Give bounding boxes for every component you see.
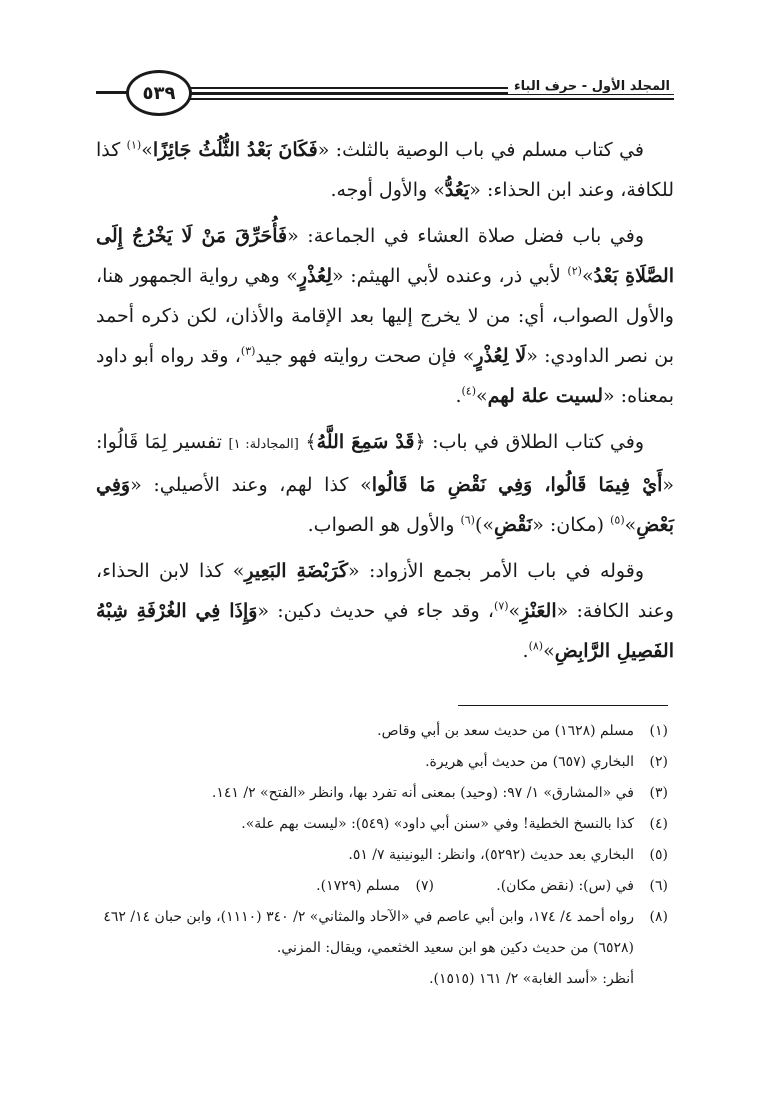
hadith-quote: كَرَبْضَةِ البَعِيرِ	[244, 560, 349, 582]
text-run: (مكان: «	[532, 514, 605, 536]
hadith-quote: وَفِي بَعْضِ	[96, 474, 674, 536]
footnote-text: مسلم (١٦٢٨) من حديث سعد بن أبي وقاص.	[377, 723, 634, 739]
footnote-1	[78, 716, 668, 747]
footnote-ref[interactable]: (٦)	[460, 513, 475, 527]
header-rule	[180, 98, 674, 100]
text-run: »	[508, 600, 521, 622]
text-run: كذا للكافة، وعند ابن الحذاء: «	[96, 139, 674, 201]
footnote-5	[78, 840, 668, 871]
footnote-text: في «المشارق» ١/ ٩٧: (وحيد) بمعنى أنه تفرد بها، وانظر «الفتح» ٢/ ١٤١.	[211, 785, 634, 801]
footnote-text: كذا بالنسخ الخطية! وفي «سنن أبي داود» (٥٤٩): «ليست بهم علة».	[241, 816, 634, 832]
paragraph-2	[96, 216, 674, 416]
footnote-number: (١)	[649, 723, 668, 739]
hadith-quote: نَقْضِ	[494, 514, 533, 536]
text-run: »	[476, 385, 488, 407]
footnote-text: البخاري (٦٥٧) من حديث أبي هريرة.	[425, 754, 634, 770]
text-run: »	[543, 640, 555, 662]
text-run: » فإن صحت روايته فهو جيد	[255, 345, 475, 367]
footnote-number: (٣)	[649, 785, 668, 801]
footnote-text: رواه أحمد ٤/ ١٧٤، وابن أبي عاصم في «الآحاد والمثاني» ٢/ ٣٤٠ (١١١٠)، وابن حبان ١٤/ ٤٦٢ (٦٥٢٨) من حديث دكين هو ابن سعيد الخثعمي، ويقال: المزني.	[103, 909, 634, 956]
footnote-number: (٢)	[649, 754, 668, 770]
footnote-text: البخاري بعد حديث (٥٢٩٢)، وانظر: اليونينية ٧/ ٥١.	[348, 847, 634, 863]
footnote-number: (٧)	[415, 878, 434, 894]
text-run: .	[522, 640, 529, 662]
hadith-quote: لَا لِعُذْرٍ	[474, 345, 527, 367]
text-run: » والأول أوجه.	[330, 179, 445, 201]
text-run: .	[455, 385, 462, 407]
footnote-number: (٤)	[649, 816, 668, 832]
text-run: »	[141, 139, 153, 161]
footnote-8	[78, 902, 668, 964]
footnote-text: في (س): (نقض مكان).	[496, 878, 634, 894]
hadith-quote: لسيت علة لهم	[487, 385, 604, 407]
text-run: »	[581, 265, 594, 287]
footnotes	[78, 716, 668, 995]
text-run: » وهي رواية الجمهور هنا، والأول الصواب، أي: من لا يخرج إليها بعد الإقامة والأذان، لكن ذكره أحمد بن نصر الداودي: «	[96, 265, 674, 367]
text-run: في كتاب مسلم في باب الوصية بالثلث: «	[317, 139, 644, 161]
footnote-4	[78, 809, 668, 840]
hadith-quote: فَكَانَ بَعْدُ الثُّلُثُ جَائِزًا	[152, 139, 318, 161]
main-text	[96, 130, 674, 677]
paragraph-4	[96, 551, 674, 671]
footnote-6-7	[78, 871, 668, 902]
paragraph-1	[96, 130, 674, 210]
text-run: »)	[474, 514, 494, 536]
page-header	[96, 70, 674, 114]
footnote-ref[interactable]: (٧)	[494, 599, 509, 613]
footnote-ref[interactable]: (٥)	[610, 513, 625, 527]
hadith-quote: وَإِذَا فِي الغُرْفَةِ شِبْهُ الفَصِيلِ الرَّابِضِ	[96, 600, 674, 662]
header-rule-left	[96, 91, 130, 94]
text-run: والأول هو الصواب.	[307, 514, 455, 536]
text-run: ، وقد رواه أبو داود بمعناه: «	[96, 345, 674, 407]
footnote-number: (٨)	[649, 909, 668, 925]
text-run: ﴾	[305, 431, 317, 453]
paragraph-3	[96, 422, 674, 545]
text-run: وفي كتاب الطلاق في باب: ﴿	[414, 431, 644, 453]
page-number: ٥٣٩	[126, 70, 192, 116]
text-run: » كذا لابن الحذاء، وعند الكافة: «	[96, 560, 674, 622]
footnote-8-see-also: أنظر: «أسد الغابة» ٢/ ١٦١ (١٥١٥).	[429, 971, 634, 987]
footnote-ref[interactable]: (٤)	[461, 384, 477, 398]
hadith-quote: فَأُحَرِّقَ مَنْ لَا يَخْرُجُ إِلَى الصَّلَاةِ بَعْدُ	[96, 225, 674, 287]
footnote-number: (٥)	[649, 847, 668, 863]
footnote-ref[interactable]: (٣)	[240, 344, 256, 358]
hadith-quote: أَيْ فِيمَا قَالُوا، وَفِي نَقْضِ مَا قَالُوا	[371, 474, 663, 496]
text-run: وفي باب فضل صلاة العشاء في الجماعة: «	[287, 225, 644, 247]
footnote-ref[interactable]: (٨)	[528, 639, 544, 653]
hadith-quote: يَعُدُّ	[444, 179, 470, 201]
quran-reference: [المجادلة: ١]	[228, 437, 299, 452]
footnote-separator	[458, 705, 668, 706]
text-run: وقوله في باب الأمر بجمع الأزواد: «	[348, 560, 645, 582]
hadith-quote: العَنْزِ	[520, 600, 557, 622]
footnote-2	[78, 747, 668, 778]
footnote-number: (٦)	[649, 878, 668, 894]
hadith-quote: لِعُذْرٍ	[297, 265, 332, 287]
quran-quote: قَدْ سَمِعَ اللَّهُ	[316, 431, 415, 453]
text-run: ، وقد جاء في حديث دكين: «	[257, 600, 495, 622]
text-run: » كذا لهم، وعند الأصيلي: «	[130, 474, 372, 496]
footnote-3	[78, 778, 668, 809]
footnote-ref[interactable]: (١)	[126, 138, 142, 152]
footnote-ref[interactable]: (٢)	[567, 264, 582, 278]
text-run: تفسير لِمَا قَالُوا: «	[96, 431, 675, 496]
running-title: المجلد الأول - حرف الباء	[508, 79, 674, 94]
text-run: »	[624, 514, 637, 536]
footnote-text: مسلم (١٧٢٩).	[316, 878, 400, 894]
text-run: لأبي ذر، وعنده لأبي الهيثم: «	[332, 265, 561, 287]
